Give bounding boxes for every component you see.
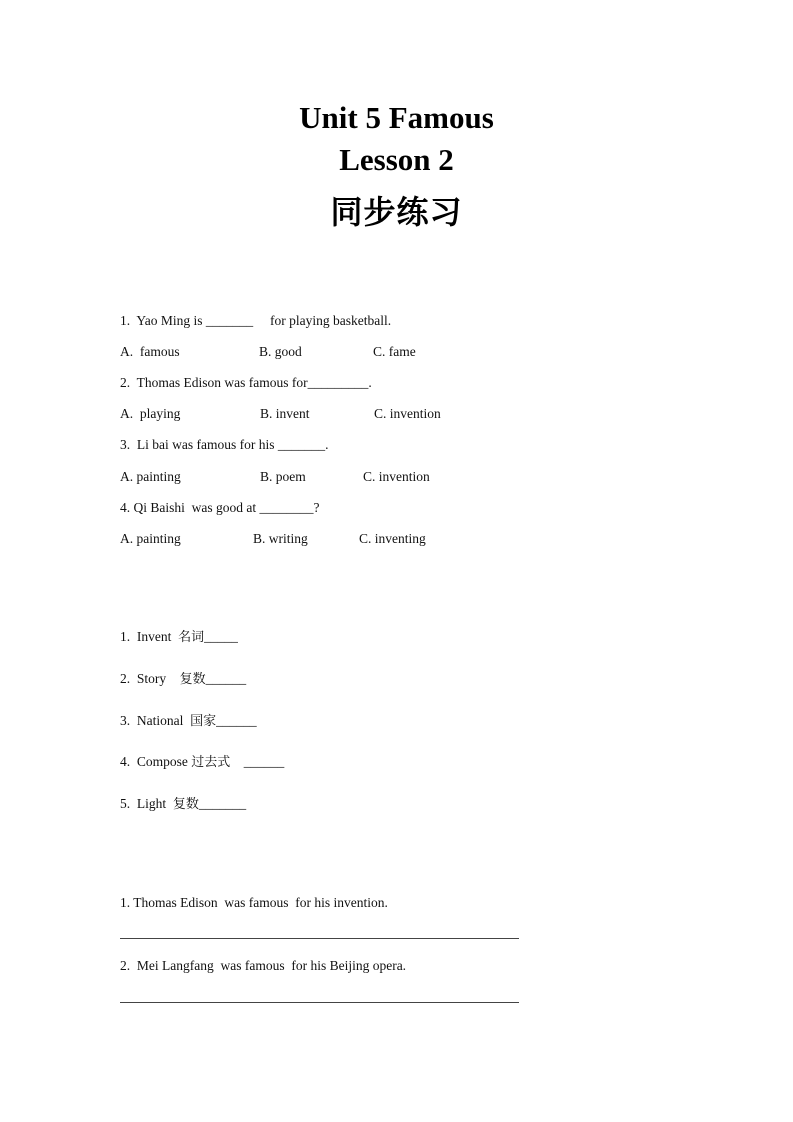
option-b: B. good xyxy=(259,344,302,359)
word-item xyxy=(120,795,246,814)
option-b: B. poem xyxy=(260,469,306,484)
answer-blank[interactable]: ______ xyxy=(230,754,285,769)
word-en: 5. Light xyxy=(120,796,173,811)
word-en: 3. National xyxy=(120,713,191,728)
word-en: 4. Compose xyxy=(120,754,192,769)
option-c: C. inventing xyxy=(359,531,426,546)
page-subtitle: Lesson 2 xyxy=(339,142,454,177)
word-item xyxy=(120,753,284,772)
page-title: Unit 5 Famous xyxy=(299,100,494,135)
option-b: B. writing xyxy=(253,531,308,546)
word-en: 1. Invent xyxy=(120,629,179,644)
word-item xyxy=(120,670,246,689)
sentence: 2. Mei Langfang was famous for his Beijing opera. xyxy=(120,958,407,973)
word-hint-cn: 名词 xyxy=(178,630,205,645)
question-stem: 4. Qi Baishi was good at ________? xyxy=(120,500,320,515)
question-stem: 2. Thomas Edison was famous for_________. xyxy=(120,375,372,390)
question-stem: 3. Li bai was famous for his _______. xyxy=(120,437,329,452)
answer-line[interactable] xyxy=(120,1002,519,1003)
answer-blank[interactable]: _______ xyxy=(198,796,247,811)
answer-blank[interactable]: ______ xyxy=(205,671,247,686)
question-stem: 1. Yao Ming is _______ for playing basketball. xyxy=(120,313,392,328)
answer-line[interactable] xyxy=(120,938,519,939)
word-hint-cn: 复数 xyxy=(172,797,199,812)
page-label-cn: 同步练习 xyxy=(330,193,463,231)
option-c: C. invention xyxy=(374,406,441,421)
answer-blank[interactable]: _____ xyxy=(204,629,238,644)
option-a: A. painting xyxy=(120,531,181,546)
option-a: A. painting xyxy=(120,469,181,484)
word-item xyxy=(120,628,238,647)
word-hint-cn: 过去式 xyxy=(191,755,231,770)
sentence: 1. Thomas Edison was famous for his invention. xyxy=(120,895,388,910)
answer-blank[interactable]: ______ xyxy=(216,713,257,728)
option-b: B. invent xyxy=(260,406,310,421)
option-a: A. famous xyxy=(120,344,180,359)
word-hint-cn: 复数 xyxy=(179,672,206,687)
option-c: C. fame xyxy=(373,344,416,359)
option-a: A. playing xyxy=(120,406,181,421)
word-en: 2. Story xyxy=(120,671,180,686)
word-hint-cn: 国家 xyxy=(190,714,217,729)
word-item xyxy=(120,712,257,731)
option-c: C. invention xyxy=(363,469,430,484)
